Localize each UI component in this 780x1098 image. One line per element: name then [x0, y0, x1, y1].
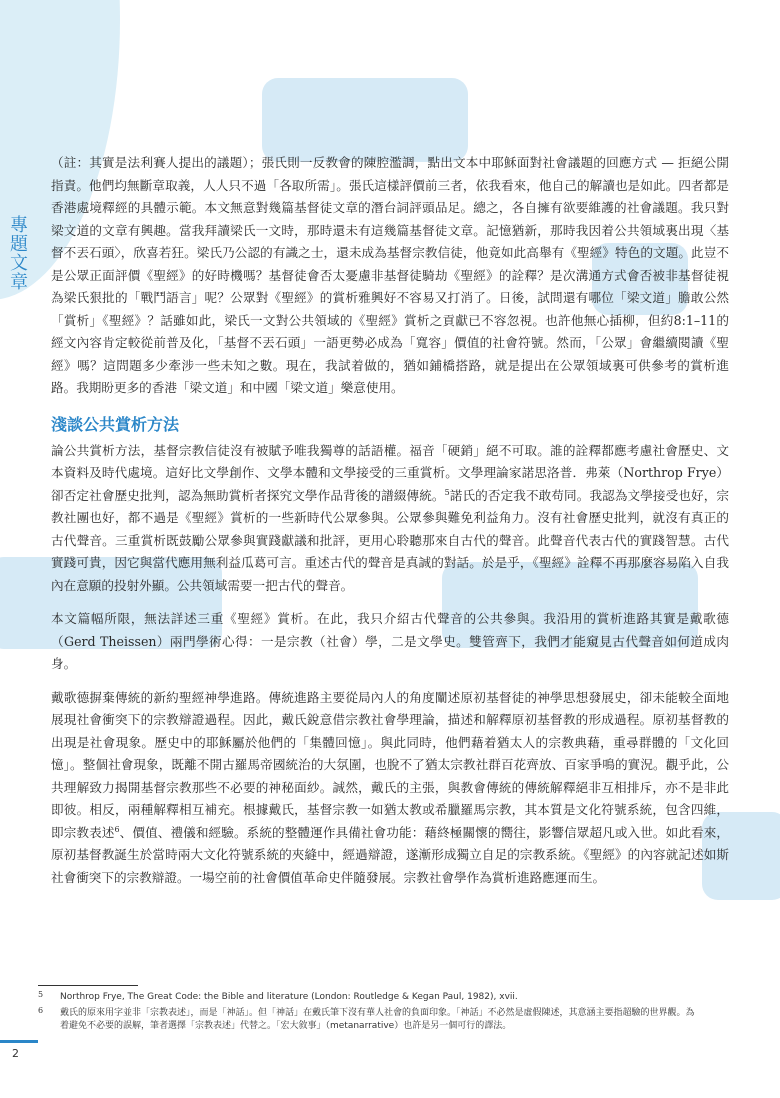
paragraph-text: 諾氏的否定我不敢苟同。我認為文學接受也好，宗教社團也好，都不過是《聖經》賞析的一些新時代公眾參與。公眾參與難免利益角力。沒有社會歷史批判，就沒有真正的古代聲音。三重賞析既鼓勵公眾參與實踐獻議和批評，更用心聆聽那來自古代的聲音。此聲音代表古代的實踐智慧。古代實踐可貴，因它與當代應用無利益瓜葛可言。重述古代的聲音是真誠的對話。於是乎，《聖經》詮釋不再那麼容易陷入自我內在意願的投射外顯。公共領域需要一把古代的聲音。 [51, 487, 730, 593]
paragraph-theissen-approach: 本文篇幅所限，無法詳述三重《聖經》賞析。在此，我只介紹古代聲音的公共參與。我沿用的賞析進路其實是戴歌德（Gerd Theissen）兩門學術心得：一是宗教（社會）學，二是文學史。雙管齊下，我們才能窺見古代聲音如何道成肉身。 [51, 611, 729, 671]
watercolor-wash [262, 78, 468, 162]
footnote-number: 5 [38, 990, 44, 999]
intro-paragraph: （註：其實是法利賽人提出的議題）；張氏則一反教會的陳腔濫調，點出文本中耶穌面對社會議題的回應方式 — 拒絕公開指責。他們均無斷章取義，人人只不過「各取所需」。張氏這樣評價前三者，依我看來，他自己的解讀也是如此。四者都是香港處境釋經的具體示範。本文無意對幾篇基督徒文章的潛台詞評頭品足。總之，各自擁有欲要維護的社會議題。我只對梁文道的文章有興趣。當我拜讀梁氏一文時，那時還未有這幾篇基督徒文章。記憶猶新，那時我因着公共領域裏出現〈基督不丟石頭〉，欣喜若狂。梁氏乃公認的有識之士，還未成為基督宗教信徒，他竟如此高舉有《聖經》特色的文題。此豈不是公眾正面評價《聖經》的好時機嗎？基督徒會否太憂慮非基督徒騎劫《聖經》的詮釋？是次溝通方式會否被非基督徒視為梁氏狠批的「戰鬥語言」呢？公眾對《聖經》的賞析雅興好不容易又打消了。日後，試問還有哪位「梁文道」膽敢公然「賞析」《聖經》？話雖如此，梁氏一文對公共領域的《聖經》賞析之貢獻已不容忽視。也許他無心插柳，但約8:1–11的經文內容肯定較從前普及化，「基督不丟石頭」一語更勢必成為「寬容」價值的社會符號。然而，「公眾」會繼續閱讀《聖經》嗎？這問題多少牽涉一些未知之數。現在，我試着做的，猶如鋪橋搭路，就是提出在公眾領域裏可供參考的賞析進路。我期盼更多的香港「梁文道」和中國「梁文道」樂意使用。 [51, 155, 729, 395]
page-number: 2 [12, 1047, 19, 1060]
footnote-6 [38, 1007, 698, 1033]
footnote-ref-6[interactable]: 6 [114, 824, 120, 834]
paragraph-sociology-of-religion [51, 687, 729, 890]
section-heading: 淺談公共賞析方法 [51, 414, 180, 434]
paragraph-text: 戴歌德摒棄傳統的新約聖經神學進路。傳統進路主要從局內人的角度闡述原初基督徒的神學思想發展史，卻未能較全面地展現社會衝突下的宗教辯證過程。因此，戴氏銳意借宗教社會學理論，描述和解釋原初基督教的形成過程。原初基督教的出現是社會現象。歷史中的耶穌屬於他們的「集體回憶」。與此同時，他們藉着猶太人的宗教典藉，重尋群體的「文化回憶」。整個社會現象，既離不開古羅馬帝國統治的大氛圍，也脫不了猶太宗教社群百花齊放、百家爭鳴的實況。觀乎此，公共理解致力揭開基督宗教那些不必要的神秘面紗。誠然，戴氏的主張，與教會傳統的傳統解釋絕非互相排斥，亦不是非此即彼。相反，兩種解釋相互補充。根據戴氏，基督宗教一如猶太教或希臘羅馬宗教，其本質是文化符號系統，包含四維，即宗教表述 [51, 689, 729, 840]
footnote-number: 6 [38, 1006, 44, 1015]
paragraph-public-appreciation [51, 440, 729, 598]
footnote-text: Northrop Frye, The Great Code: the Bible and literature (London: Routledge & Kegan Paul, 1982), xvii. [60, 992, 518, 1002]
page-number-accent-bar [0, 1040, 38, 1043]
footnote-text: 戴氏的原來用字並非「宗教表述」，而是「神話」。但「神話」在戴氏筆下沒有華人社會的負面印象。「神話」不必然是虛假陳述，其意涵主要指超驗的世界觀。為着避免不必要的誤解，筆者選擇「宗教表述」代替之。「宏大敘事」（metanarrative）也許是另一個可行的譯法。 [60, 1008, 695, 1031]
section-tab-label: 專題文章 [7, 215, 28, 291]
paragraph-text: 、價值、禮儀和經驗。系統的整體運作具備社會功能：藉終極關懷的嚮往，影響信眾超凡或入世。如此看來，原初基督教誕生於當時兩大文化符號系統的夾縫中，經過辯證，遂漸形成獨立自足的宗教系統。《聖經》的內容就記述如斯社會衝突下的宗教辯證。一場空前的社會價值革命史伴隨發展。宗教社會學作為賞析進路應運而生。 [51, 824, 730, 885]
footnote-ref-5[interactable]: 5 [444, 487, 450, 497]
footnote-5 [38, 991, 698, 1004]
paragraph-text: 論公共賞析方法，基督宗教信徒沒有被賦予唯我獨尊的話語權。福音「硬銷」絕不可取。誰的詮釋都應考慮社會歷史、文本資料及時代處境。這好比文學創作、文學本體和文學接受的三重賞析。文學理論家諾思洛普．弗萊（Northrop Frye）卻否定社會歷史批判，認為無助賞析者探究文學作品背後的譜綴傳統。 [51, 442, 729, 503]
article-body [51, 152, 729, 900]
footnotes [38, 991, 698, 1036]
footnote-divider [38, 985, 138, 986]
